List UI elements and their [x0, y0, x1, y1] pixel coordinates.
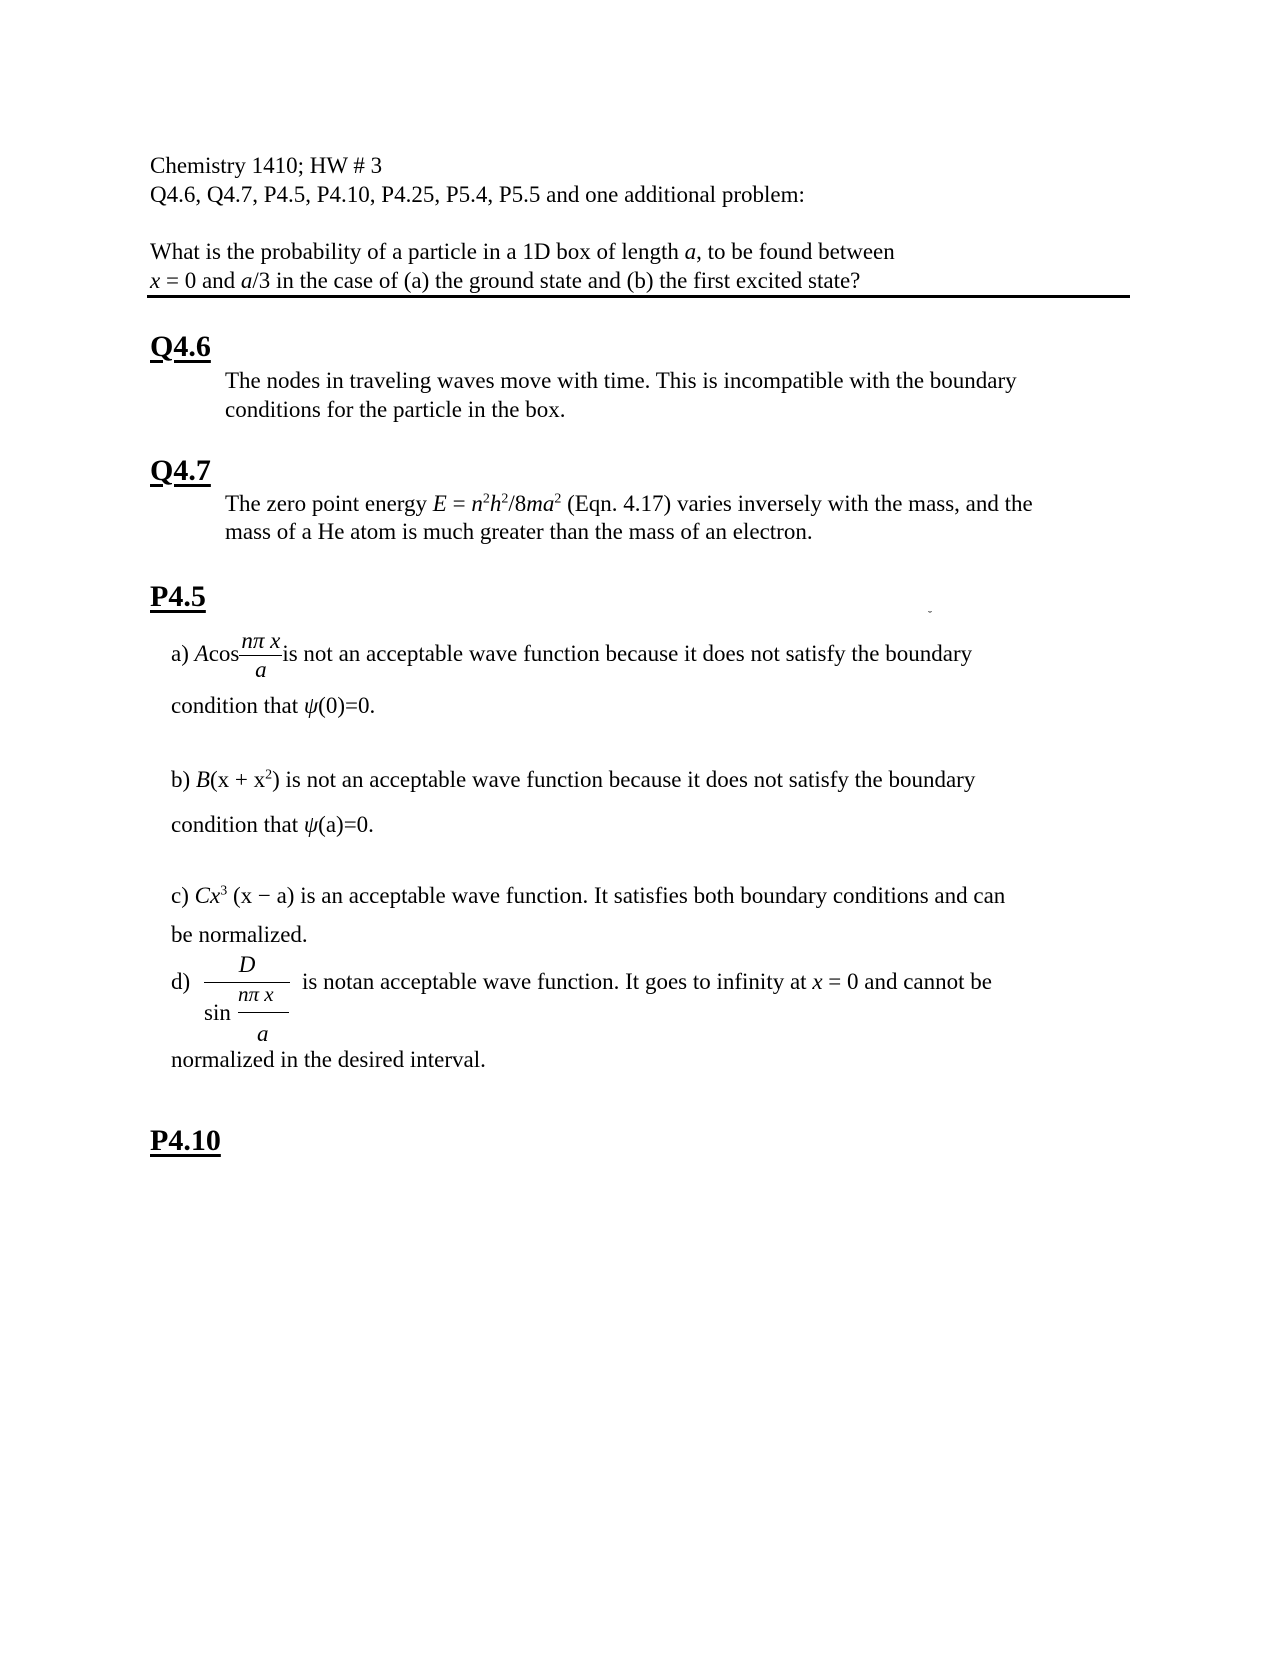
p45-d-sin: sin: [204, 1000, 231, 1025]
p45-a-cos: cos: [208, 640, 240, 666]
p45-d-x: x: [812, 969, 823, 994]
p45-c-line-2: be normalized.: [171, 922, 308, 947]
p45-a-fraction: [239, 627, 282, 684]
p45-a-psi: ψ: [303, 693, 319, 718]
p45-d-D: D: [238, 952, 256, 977]
p45-d-inner-denominator: a: [257, 1021, 269, 1046]
q47-slash: /8: [508, 491, 527, 516]
q47-line-2: mass of a He atom is much greater than the mass of an electron.: [225, 519, 813, 544]
problem-list: Q4.6, Q4.7, P4.5, P4.10, P4.25, P5.4, P5.5 and one additional problem:: [150, 182, 805, 207]
heading-p410: P4.10: [150, 1124, 221, 1157]
q47-E: E: [432, 491, 447, 516]
p45-c-C: C: [194, 883, 210, 908]
p45-d-line-2: normalized in the desired interval.: [171, 1047, 486, 1072]
q47-eq: =: [446, 491, 472, 516]
p45-d-inner-numerator: nπ x: [238, 982, 274, 1006]
p45-a-line: [171, 627, 972, 684]
p45-a-cond-text: condition that: [171, 693, 304, 718]
q47-h: h: [489, 491, 502, 516]
p45-b-line: [171, 766, 975, 794]
heading-q46: Q4.6: [150, 330, 211, 363]
p45-c-x: x: [209, 883, 221, 908]
p45-c-sup: 3: [220, 883, 228, 899]
q47-sup-h: 2: [501, 491, 509, 507]
question-text: What is the probability of a particle in a 1D box of length: [150, 239, 685, 264]
p45-b-cond-text: condition that: [171, 812, 304, 837]
q47-sup-n: 2: [482, 491, 490, 507]
q47-ma: ma: [526, 491, 555, 516]
q47-text-post: (Eqn. 4.17) varies inversely with the mass, and the: [561, 491, 1033, 516]
p45-c-text: is an acceptable wave function. It satisfies both boundary conditions and can: [294, 883, 1006, 908]
question-var-x: x: [150, 268, 161, 293]
p45-a-A: A: [194, 640, 209, 666]
q47-sup-a: 2: [554, 491, 562, 507]
p45-b-expr: (x + x: [209, 767, 266, 792]
heading-p45: P4.5: [150, 580, 206, 613]
p45-d-text: is notan acceptable wave function. It goes to infinity at: [302, 969, 813, 994]
p45-b-sup: 2: [265, 767, 273, 783]
question-text-mid: = 0 and: [160, 268, 241, 293]
p45-d-text-line: [302, 968, 992, 996]
p45-b-B: B: [195, 767, 210, 792]
q47-text: The zero point energy: [225, 491, 433, 516]
question-line-2: [150, 267, 860, 295]
q46-answer: The nodes in traveling waves move with time. This is incompatible with the boundary conditions for the particle in the box.: [225, 368, 1017, 422]
p45-d-numerator: [204, 951, 290, 979]
p45-d-inner-den: [257, 1020, 269, 1048]
p45-b-psi: ψ: [303, 812, 319, 837]
p45-a-numerator: nπ x: [241, 628, 281, 653]
p45-b-cond-end: (a)=0.: [318, 812, 374, 837]
divider-rule: [147, 295, 1130, 298]
p45-c-line: [171, 882, 1005, 910]
question-text-post: /3 in the case of (a) the ground state and (b) the first excited state?: [252, 268, 861, 293]
p45-c-expr: (x − a): [227, 883, 295, 908]
p45-c-label: c): [171, 883, 195, 908]
scan-mark: ˘: [928, 608, 932, 622]
p45-b-text: is not an acceptable wave function because it does not satisfy the boundary: [279, 767, 976, 792]
question-var-a: a: [684, 239, 697, 264]
p45-a-cond-end: (0)=0.: [318, 693, 376, 718]
p45-d-inner-num: [238, 982, 274, 1006]
p45-b-condition: [171, 811, 374, 839]
p45-d-text2: = 0 and cannot be: [822, 969, 992, 994]
question-line-1: [150, 238, 895, 266]
q47-line-1: [225, 490, 1033, 518]
p45-d-inner-bar: [238, 1012, 289, 1013]
question-text-end: , to be found between: [696, 239, 895, 264]
p45-d-label: d): [171, 969, 191, 994]
question-var-a2: a: [240, 268, 253, 293]
p45-b-label: b): [171, 767, 196, 792]
p45-a-text: is not an acceptable wave function because it does not satisfy the boundary: [282, 640, 973, 666]
p45-a-condition: [171, 692, 375, 720]
p45-a-label: a): [171, 640, 195, 666]
p45-b-close: ): [272, 767, 280, 792]
heading-q47: Q4.7: [150, 454, 211, 487]
p45-a-denominator: a: [239, 655, 282, 684]
q47-n: n: [471, 491, 483, 516]
course-title: Chemistry 1410; HW # 3: [150, 153, 383, 178]
